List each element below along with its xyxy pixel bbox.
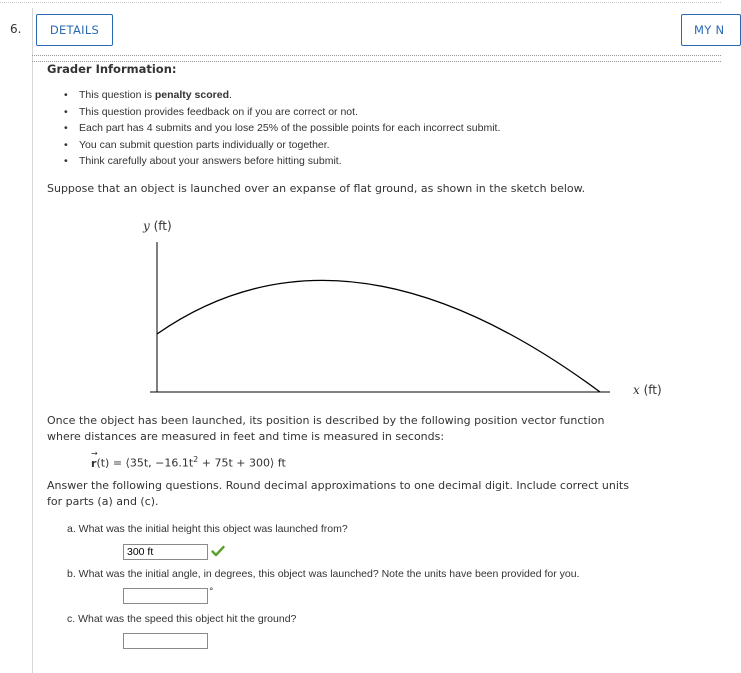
grader-bullet: • Think carefully about your answers before hitting submit.	[62, 155, 500, 172]
part-c-question: c. What was the speed this object hit the ground?	[67, 613, 297, 625]
part-a-answer-input[interactable]: 300 ft	[123, 544, 208, 560]
trajectory-sketch	[140, 212, 610, 402]
position-text-1: Once the object has been launched, its position is described by the following position vector function	[47, 414, 605, 427]
grader-bullet: • This question is penalty scored.	[62, 89, 500, 106]
grader-bullet: • This question provides feedback on if you are correct or not.	[62, 106, 500, 123]
degree-unit: °	[209, 587, 214, 597]
trajectory-curve	[157, 280, 600, 392]
question-left-rule	[32, 8, 33, 673]
grader-bullet: • You can submit question parts individually or together.	[62, 139, 500, 156]
details-button[interactable]: DETAILS	[36, 14, 113, 46]
sketch-x-label: x (ft)	[633, 383, 662, 397]
sketch-y-label: y (ft)	[143, 219, 172, 233]
grader-bullet: • Each part has 4 submits and you lose 25% of the possible points for each incorrect submit.	[62, 122, 500, 139]
part-b-question: b. What was the initial angle, in degrees, this object was launched? Note the units have been provided for you.	[67, 568, 580, 580]
part-b-answer-input[interactable]	[123, 588, 208, 604]
grader-info-list	[62, 89, 500, 172]
part-a-question: a. What was the initial height this object was launched from?	[67, 523, 348, 535]
position-vector-formula: → r(t) = ⟨35t, $-16.1t^2 + 75t$ + 300⟩ ft	[91, 448, 286, 470]
grader-info-title: Grader Information:	[47, 62, 177, 76]
instructions-1: Answer the following questions. Round decimal approximations to one decimal digit. Include correct units	[47, 479, 629, 492]
question-number: 6.	[10, 22, 22, 36]
position-text-2: where distances are measured in feet and time is measured in seconds:	[47, 430, 445, 443]
instructions-2: for parts (a) and (c).	[47, 495, 159, 508]
intro-text: Suppose that an object is launched over an expanse of flat ground, as shown in the sketch below.	[47, 182, 586, 195]
header-separator	[32, 55, 721, 62]
top-divider	[0, 2, 721, 3]
part-c-answer-input[interactable]	[123, 633, 208, 649]
my-notes-button[interactable]: MY N	[681, 14, 741, 46]
correct-check-icon	[211, 545, 225, 557]
